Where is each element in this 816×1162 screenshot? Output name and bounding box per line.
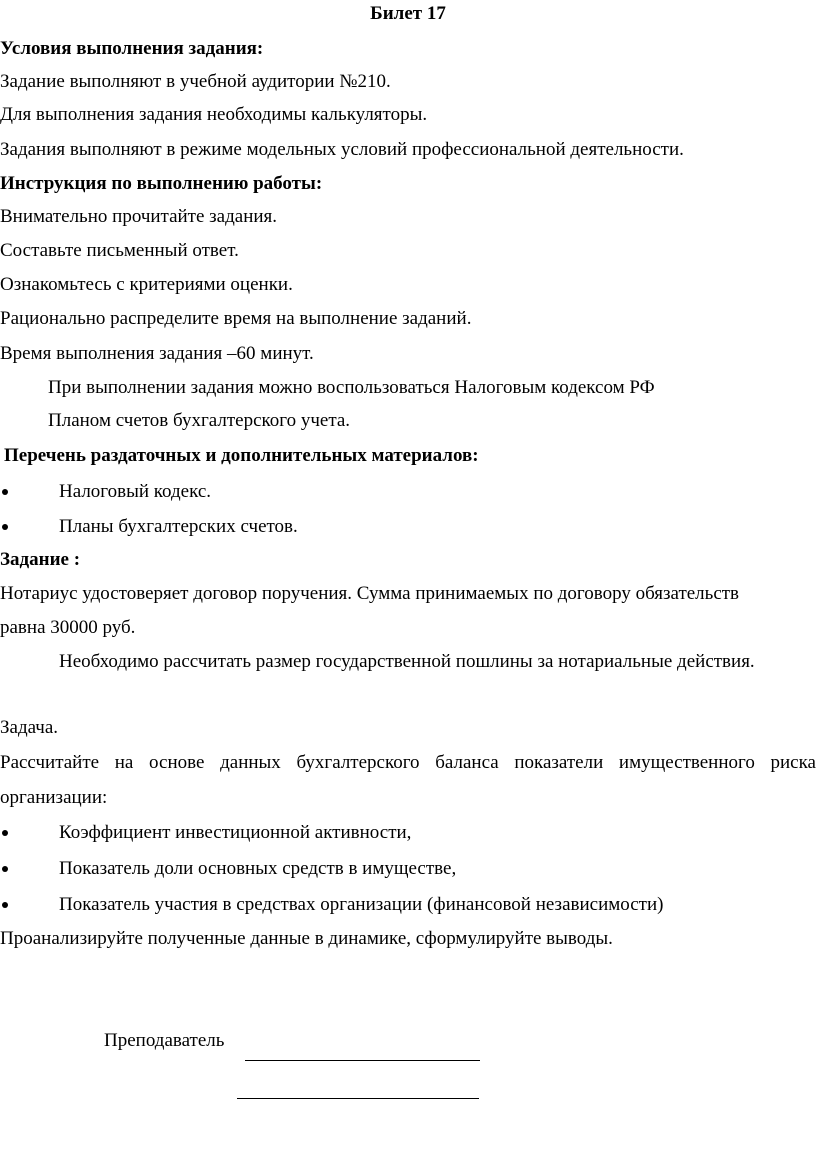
problem-line-1: Рассчитайте на основе данных бухгалтерского баланса показатели имущественного риска bbox=[0, 752, 816, 773]
task-heading: Задание : bbox=[0, 549, 81, 570]
bullet-icon bbox=[2, 489, 8, 495]
materials-heading: Перечень раздаточных и дополнительных материалов: bbox=[4, 445, 479, 466]
conditions-line-2: Для выполнения задания необходимы калькуляторы. bbox=[0, 104, 428, 125]
instruction-line-4: Рационально распределите время на выполнение заданий. bbox=[0, 308, 472, 329]
bullet-icon bbox=[2, 830, 8, 836]
task-line-1: Нотариус удостоверяет договор поручения. Сумма принимаемых по договору обязательств bbox=[0, 583, 740, 604]
teacher-label: Преподаватель bbox=[104, 1030, 225, 1051]
instruction-line-3: Ознакомьтесь с критериями оценки. bbox=[0, 274, 293, 295]
instruction-line-5: Время выполнения задания –60 минут. bbox=[0, 343, 314, 364]
materials-item-text: Планы бухгалтерских счетов. bbox=[59, 516, 298, 537]
problem-line-2: организации: bbox=[0, 787, 108, 808]
bullet-icon bbox=[2, 524, 8, 530]
problem-conclusion: Проанализируйте полученные данные в динамике, сформулируйте выводы. bbox=[0, 928, 613, 949]
conditions-heading: Условия выполнения задания: bbox=[0, 38, 264, 59]
signature-line-2 bbox=[237, 1098, 479, 1099]
task-line-3: Необходимо рассчитать размер государственной пошлины за нотариальные действия. bbox=[59, 651, 755, 672]
ticket-title: Билет 17 bbox=[370, 3, 446, 24]
conditions-line-1: Задание выполняют в учебной аудитории №210. bbox=[0, 71, 391, 92]
problem-item-text: Коэффициент инвестиционной активности, bbox=[59, 822, 412, 843]
instruction-indented-1: При выполнении задания можно воспользоваться Налоговым кодексом РФ bbox=[48, 377, 655, 398]
instruction-line-1: Внимательно прочитайте задания. bbox=[0, 206, 278, 227]
instruction-indented-2: Планом счетов бухгалтерского учета. bbox=[48, 410, 351, 431]
signature-line-1 bbox=[245, 1060, 480, 1061]
bullet-icon bbox=[2, 866, 8, 872]
conditions-line-3: Задания выполняют в режиме модельных условий профессиональной деятельности. bbox=[0, 139, 684, 160]
materials-item-text: Налоговый кодекс. bbox=[59, 481, 212, 502]
task-line-2: равна 30000 руб. bbox=[0, 617, 136, 638]
instructions-heading: Инструкция по выполнению работы: bbox=[0, 173, 323, 194]
problem-heading: Задача. bbox=[0, 717, 59, 738]
problem-item-text: Показатель участия в средствах организации (финансовой независимости) bbox=[59, 894, 664, 915]
bullet-icon bbox=[2, 902, 8, 908]
instruction-line-2: Составьте письменный ответ. bbox=[0, 240, 239, 261]
problem-item-text: Показатель доли основных средств в имуществе, bbox=[59, 858, 457, 879]
